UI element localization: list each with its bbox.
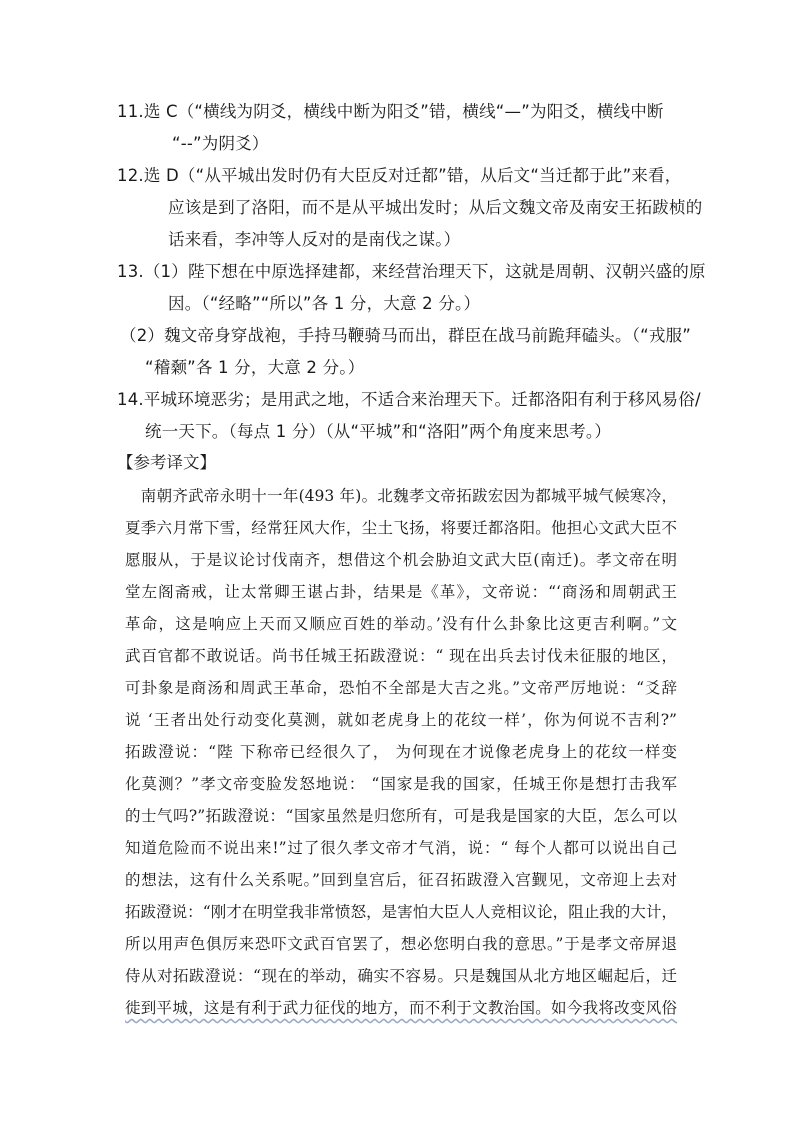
answer-12-line-3: 话来看，李冲等人反对的是南伐之谋。） [168, 230, 461, 249]
answer-12-line-2: 应该是到了洛阳，而不是从平城出发时；从后文魏文帝及南安王拓跋桢的 [168, 198, 703, 217]
answer-13-2-line-2: “稽颡”各 1 分，大意 2 分。） [145, 358, 365, 377]
translation-line: 南朝齐武帝永明十一年(493 年)。北魏孝文帝拓跋宏因为都城平城气候寒冷， [125, 487, 677, 505]
translation-line: 夏季六月常下雪，经常狂风大作，尘土飞扬，将要迁都洛阳。他担心文武大臣不 [125, 519, 677, 537]
answer-13-2-line-1: （2）魏文帝身穿战袍，手持马鞭骑马而出，群臣在战马前跪拜磕头。（“戎服” [120, 326, 692, 345]
translation-line: 徙到平城，这是有利于武力征伐的地方，而不利于文教治国。如今我将改变风俗 [125, 999, 677, 1017]
translation-line: 堂左阁斋戒，让太常卿王谌占卦，结果是《革》，文帝说：“‘商汤和周朝武王 [125, 583, 677, 601]
answer-13-1-line-1: 13.（1）陛下想在中原选择建都，来经营治理天下，这就是周朝、汉朝兴盛的原 [117, 262, 706, 281]
answer-14-line-1: 14.平城环境恶劣；是用武之地，不适合来治理天下。迁都洛阳有利于移风易俗/ [117, 390, 701, 409]
translation-line: 革命，这是响应上天而又顺应百姓的举动。’没有什么卦象比这更吉利啊。”文 [125, 615, 677, 633]
translation-line: 武百官都不敢说话。尚书任城王拓跋澄说：“ 现在出兵去讨伐未征服的地区， [125, 647, 677, 665]
translation-line: 拓跋澄说：“刚才在明堂我非常愤怒，是害怕大臣人人竞相议论，阻止我的大计， [125, 903, 677, 921]
translation-line: 的想法，这有什么关系呢。”回到皇宫后，征召拓跋澄入宫觐见，文帝迎上去对 [125, 871, 677, 889]
reference-translation-heading: 【参考译文】 [117, 453, 216, 472]
answer-11-line-2: “--”为阴爻） [172, 134, 269, 153]
answer-13-1-line-2: 因。（“经略”“所以”各 1 分，大意 2 分。） [168, 294, 481, 313]
translation-line: 说 ‘王者出处行动变化莫测，就如老虎身上的花纹一样’，你为何说不吉利?” [125, 711, 677, 729]
translation-line: 所以用声色俱厉来恐吓文武百官罢了，想必您明白我的意思。”于是孝文帝屏退 [125, 935, 677, 953]
translation-line: 可卦象是商汤和周武王革命，恐怕不全部是大吉之兆。”文帝严厉地说：“爻辞 [125, 679, 677, 697]
translation-line: 愿服从，于是议论讨伐南齐，想借这个机会胁迫文武大臣(南迁)。孝文帝在明 [125, 551, 677, 569]
answer-14-line-2: 统一天下。（每点 1 分）（从“平城”和“洛阳”两个角度来思考。） [145, 422, 612, 441]
answer-12-line-1: 12.选 D（“从平城出发时仍有大臣反对迁都”错，从后文“当迁都于此”来看， [117, 166, 682, 185]
translation-line: 化莫测？”孝文帝变脸发怒地说： “国家是我的国家，任城王你是想打击我军 [125, 775, 677, 793]
translation-line: 的士气吗?”拓跋澄说：“国家虽然是归您所有，可是我是国家的大臣，怎么可以 [125, 807, 677, 825]
translation-line: 侍从对拓跋澄说：“现在的举动，确实不容易。只是魏国从北方地区崛起后，迁 [125, 967, 677, 985]
translation-line: 知道危险而不说出来!”过了很久孝文帝才气消，说：“ 每个人都可以说出自己 [125, 839, 677, 857]
translation-body [125, 480, 677, 1024]
translation-line: 拓跋澄说：“陛 下称帝已经很久了， 为何现在才说像老虎身上的花纹一样变 [125, 743, 677, 761]
answer-11-line-1: 11.选 C（“横线为阴爻，横线中断为阳爻”错，横线“—”为阳爻，横线中断 [117, 102, 664, 121]
